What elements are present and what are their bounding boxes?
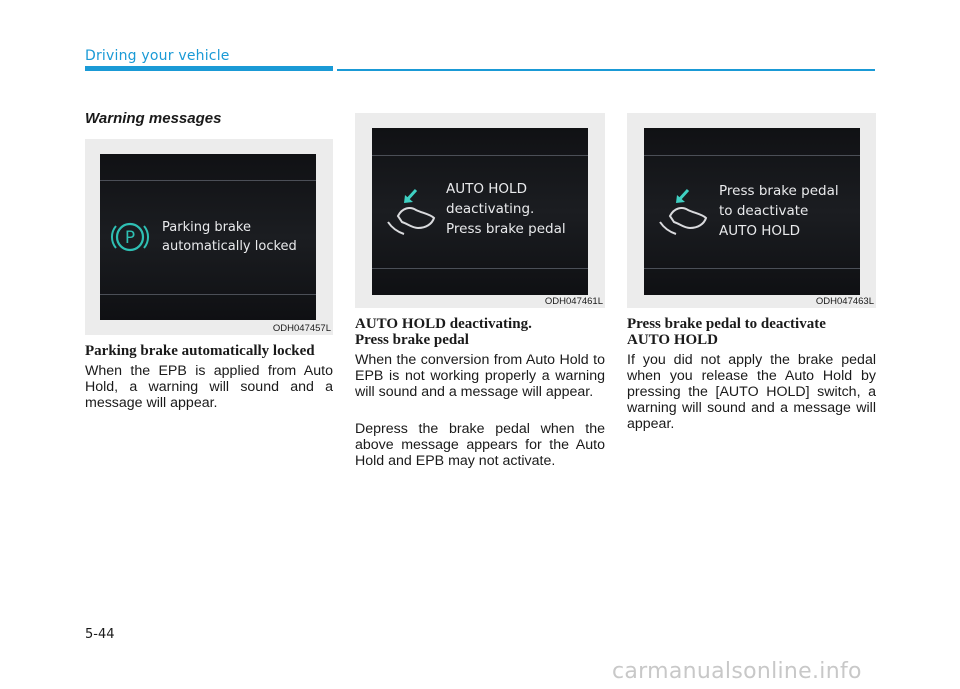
display-divider-bottom [100,294,316,295]
heading-line: Press brake pedal [355,332,469,348]
message-line: Press brake pedal [446,221,566,237]
body-paragraph: Depress the brake pedal when the above message appears for the Auto Hold and EPB may not activate. [355,421,605,469]
figure-code: ODH047457L [272,323,331,334]
heading-line: Parking brake automatically locked [85,343,315,359]
caption-heading [85,343,335,359]
figure-press-brake-pedal [627,113,876,308]
parking-brake-icon [110,219,150,255]
body-paragraph: When the EPB is applied from Auto Hold, a warning will sound and a message will appear. [85,363,333,411]
display-divider-bottom [644,268,860,269]
message-line: deactivating. [446,201,535,217]
cluster-display [100,154,316,320]
display-message [446,179,566,239]
body-paragraph: When the conversion from Auto Hold to EPB is not working properly a warning will sound and a message will appear. [355,352,605,400]
message-line: AUTO HOLD [446,181,527,197]
display-message [719,181,839,241]
body-paragraph: If you did not apply the brake pedal when you release the Auto Hold by pressing the [AUTO HOLD] switch, a warning will sound and a message will appear. [627,352,876,432]
section-title: Warning messages [85,110,222,127]
heading-line: AUTO HOLD deactivating. [355,316,532,332]
figure-parking-brake [85,139,333,335]
chapter-title: Driving your vehicle [85,48,230,64]
message-line: AUTO HOLD [719,223,800,239]
brake-pedal-icon [382,184,440,240]
caption-heading [355,316,605,348]
display-message [162,218,297,256]
heading-line: AUTO HOLD [627,332,718,348]
message-line: automatically locked [162,239,297,254]
header-rule [337,69,875,71]
message-line: Press brake pedal [719,183,839,199]
cluster-display [644,128,860,295]
header-accent-bar [85,66,333,71]
display-divider-bottom [372,268,588,269]
page-number: 5-44 [85,627,115,642]
figure-auto-hold-deactivating [355,113,605,308]
message-line: to deactivate [719,203,809,219]
heading-line: Press brake pedal to deactivate [627,316,826,332]
display-divider-top [644,155,860,156]
display-divider-top [372,155,588,156]
figure-code: ODH047461L [544,296,603,307]
svg-text:P: P [124,228,136,248]
display-divider-top [100,180,316,181]
caption-heading [627,316,877,348]
message-line: Parking brake [162,220,251,235]
cluster-display [372,128,588,295]
brake-pedal-icon [654,184,712,240]
figure-code: ODH047463L [815,296,874,307]
watermark: carmanualsonline.info [612,659,862,684]
